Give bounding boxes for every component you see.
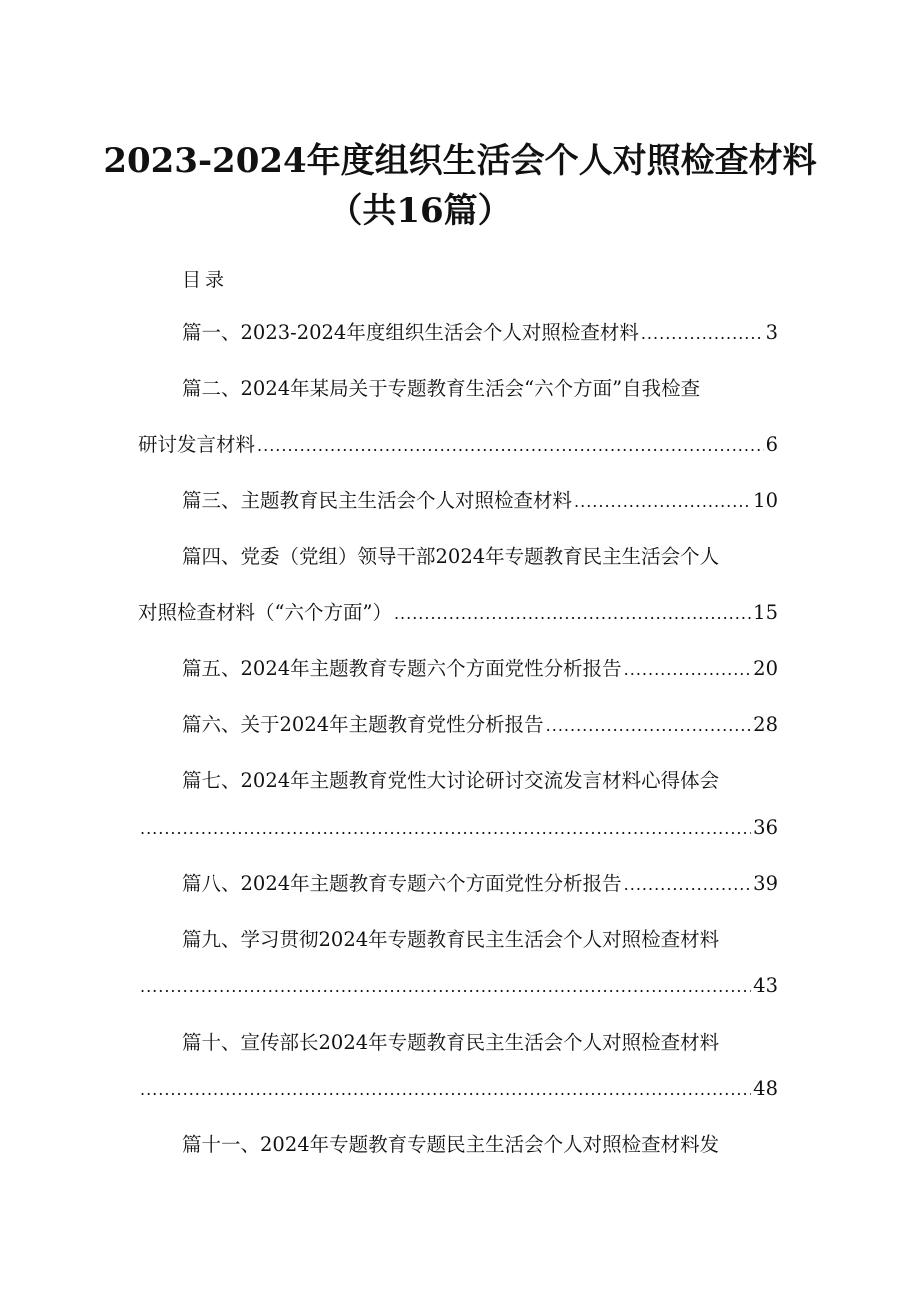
toc-leader-dots — [140, 819, 751, 838]
toc-entry-7-cont[interactable] — [138, 816, 778, 846]
toc-entry-text: 篇五、2024年主题教育专题六个方面党性分析报告 — [182, 657, 622, 680]
toc-leader-dots — [546, 716, 752, 735]
toc-entry-10-cont[interactable] — [138, 1077, 778, 1107]
toc-entry-3[interactable] — [182, 485, 778, 515]
toc-leader-dots — [641, 324, 764, 343]
toc-entry-6[interactable] — [182, 709, 778, 739]
toc-entry-2[interactable] — [182, 373, 778, 403]
toc-entry-text: 篇十一、2024年专题教育专题民主生活会个人对照检查材料发 — [182, 1133, 720, 1156]
toc-leader-dots — [624, 660, 752, 679]
toc-entry-7[interactable] — [182, 765, 778, 795]
toc-entry-10[interactable] — [182, 1027, 778, 1057]
toc-entry-page: 15 — [753, 601, 778, 624]
toc-entry-4[interactable] — [182, 541, 778, 571]
toc-entry-11[interactable] — [182, 1129, 778, 1159]
toc-entry-page: 36 — [753, 816, 778, 839]
toc-entry-4-cont[interactable] — [138, 597, 778, 627]
toc-entry-page: 10 — [753, 489, 778, 512]
toc-entry-1[interactable] — [182, 317, 778, 347]
toc-entry-page: 48 — [753, 1077, 778, 1100]
toc-entry-page: 3 — [765, 321, 778, 344]
toc-entry-text: 篇七、2024年主题教育党性大讨论研讨交流发言材料心得体会 — [182, 769, 720, 792]
toc-entry-page: 39 — [753, 872, 778, 895]
toc-entry-9-cont[interactable] — [138, 974, 778, 1004]
toc-entry-text: 篇三、主题教育民主生活会个人对照检查材料 — [182, 489, 573, 512]
toc-entry-text: 篇十、宣传部长2024年专题教育民主生活会个人对照检查材料 — [182, 1031, 720, 1054]
toc-entry-text: 篇二、2024年某局关于专题教育生活会“六个方面”自我检查 — [182, 377, 701, 400]
toc-entry-5[interactable] — [182, 653, 778, 683]
toc-entry-text: 篇六、关于2024年主题教育党性分析报告 — [182, 713, 544, 736]
document-subtitle: （共16篇） — [328, 191, 512, 231]
toc-leader-dots — [394, 604, 751, 623]
document-title: 2023-2024年度组织生活会个人对照检查材料 — [103, 141, 817, 181]
toc-entry-2-cont[interactable] — [138, 429, 778, 459]
toc-heading: 目录 — [182, 269, 229, 291]
toc-leader-dots — [140, 977, 751, 996]
toc-entry-text: 篇四、党委（党组）领导干部2024年专题教育民主生活会个人 — [182, 545, 720, 568]
toc-entry-page: 28 — [753, 713, 778, 736]
toc-entry-page: 43 — [753, 974, 778, 997]
toc-entry-text: 篇九、学习贯彻2024年专题教育民主生活会个人对照检查材料 — [182, 928, 720, 951]
toc-entry-8[interactable] — [182, 868, 778, 898]
toc-entry-page: 20 — [753, 657, 778, 680]
toc-leader-dots — [574, 492, 751, 511]
toc-leader-dots — [257, 436, 764, 455]
toc-entry-page: 6 — [765, 433, 778, 456]
toc-leader-dots — [624, 875, 752, 894]
toc-leader-dots — [140, 1080, 751, 1099]
toc-entry-9[interactable] — [182, 924, 778, 954]
toc-entry-text: 篇一、2023-2024年度组织生活会个人对照检查材料 — [182, 321, 639, 344]
toc-entry-text: 研讨发言材料 — [138, 433, 256, 456]
toc-entry-text: 篇八、2024年主题教育专题六个方面党性分析报告 — [182, 872, 622, 895]
toc-entry-text: 对照检查材料（“六个方面”） — [138, 601, 392, 624]
